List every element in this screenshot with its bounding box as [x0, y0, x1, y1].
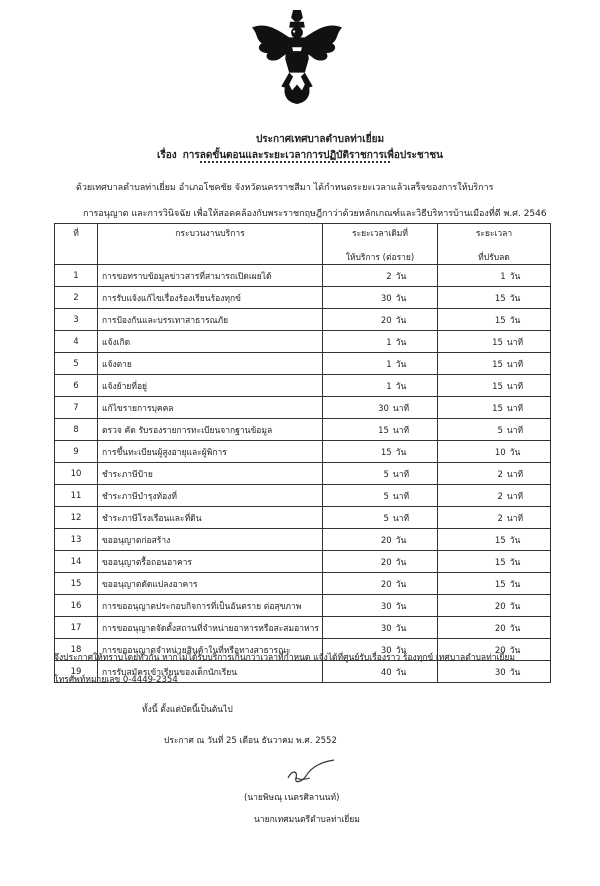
- reduced-unit: นาที: [506, 491, 524, 502]
- reduced-unit: นาที: [506, 381, 524, 392]
- original-value: 2: [386, 271, 392, 282]
- reduced-value: 15: [494, 579, 506, 590]
- row-reduced-time: [438, 375, 551, 397]
- original-value: 40: [380, 667, 392, 678]
- original-unit: นาที: [392, 491, 410, 502]
- row-number: 16: [55, 595, 98, 617]
- dotted-separator: [200, 161, 390, 163]
- original-unit: วัน: [395, 381, 407, 392]
- reduced-value: 30: [494, 667, 506, 678]
- table-row: [55, 265, 551, 287]
- row-reduced-time: [438, 309, 551, 331]
- service-time-table: [54, 223, 551, 683]
- row-original-time: [323, 331, 438, 353]
- subject-text: การลดขั้นตอนและระยะเวลาการปฏิบัติราชการเพื่อประชาชน: [182, 150, 443, 161]
- original-unit: วัน: [395, 557, 407, 568]
- row-original-time: [323, 595, 438, 617]
- original-unit: วัน: [395, 623, 407, 634]
- row-original-time: [323, 419, 438, 441]
- table-row: [55, 529, 551, 551]
- row-original-time: [323, 353, 438, 375]
- row-original-time: [323, 375, 438, 397]
- original-value: 30: [378, 403, 389, 414]
- row-number: 5: [55, 353, 98, 375]
- row-process: แจ้งย้ายที่อยู่: [98, 375, 323, 397]
- table-row: [55, 507, 551, 529]
- original-unit: นาที: [392, 425, 410, 436]
- reduced-value: 10: [494, 447, 506, 458]
- row-process: ขออนุญาตดัดแปลงอาคาร: [98, 573, 323, 595]
- original-unit: วัน: [395, 337, 407, 348]
- header-process: กระบวนงานบริการ: [98, 224, 323, 265]
- row-process: การขออนุญาตประกอบกิจการที่เป็นอันตราย ต่อสุขภาพ: [98, 595, 323, 617]
- reduced-value: 15: [492, 337, 503, 348]
- original-value: 20: [380, 535, 392, 546]
- table-row: [55, 595, 551, 617]
- table-row: [55, 375, 551, 397]
- row-number: 17: [55, 617, 98, 639]
- intro-line-1: ด้วยเทศบาลตำบลท่าเยี่ยม อำเภอโชคชัย จังหวัดนครราชสีมา ได้กำหนดระยะเวลาแล้วเสร็จของการให้บริการ: [76, 183, 494, 193]
- row-process: แจ้งตาย: [98, 353, 323, 375]
- original-value: 20: [380, 557, 392, 568]
- reduced-unit: วัน: [509, 557, 521, 568]
- row-original-time: [323, 309, 438, 331]
- reduced-unit: นาที: [506, 469, 524, 480]
- table-row: [55, 573, 551, 595]
- reduced-value: 2: [497, 469, 503, 480]
- original-unit: วัน: [395, 359, 407, 370]
- header-reduced-bottom: ที่ปรับลด: [478, 253, 510, 263]
- original-unit: วัน: [395, 315, 407, 326]
- row-reduced-time: [438, 529, 551, 551]
- original-value: 30: [380, 623, 392, 634]
- reduced-unit: นาที: [506, 403, 524, 414]
- reduced-value: 1: [500, 271, 506, 282]
- effective-statement: ทั้งนี้ ตั้งแต่บัดนี้เป็นต้นไป: [142, 705, 233, 715]
- row-original-time: [323, 617, 438, 639]
- announce-line-2: โทรศัพท์หมายเลข 0-4449-2354: [54, 675, 178, 685]
- original-value: 20: [380, 579, 392, 590]
- row-number: 14: [55, 551, 98, 573]
- row-process: การขออนุญาตจัดตั้งสถานที่จำหน่ายอาหารหรือสะสมอาหาร: [98, 617, 323, 639]
- original-unit: วัน: [395, 447, 407, 458]
- row-process: ขออนุญาตก่อสร้าง: [98, 529, 323, 551]
- row-number: 18: [55, 639, 98, 661]
- row-original-time: [323, 485, 438, 507]
- row-number: 10: [55, 463, 98, 485]
- row-process: การรับแจ้งแก้ไขเรื่องร้องเรียนร้องทุกข์: [98, 287, 323, 309]
- row-process: แก้ไขรายการบุคคล: [98, 397, 323, 419]
- original-unit: วัน: [395, 579, 407, 590]
- signature-icon: [282, 758, 338, 788]
- row-original-time: [323, 573, 438, 595]
- row-process: ชำระภาษีโรงเรือนและที่ดิน: [98, 507, 323, 529]
- row-process: ชำระภาษีบำรุงท้องที่: [98, 485, 323, 507]
- row-reduced-time: [438, 507, 551, 529]
- row-original-time: [323, 507, 438, 529]
- row-process: แจ้งเกิด: [98, 331, 323, 353]
- row-number: 9: [55, 441, 98, 463]
- reduced-value: 15: [494, 315, 506, 326]
- reduced-value: 2: [497, 491, 503, 502]
- table-row: [55, 331, 551, 353]
- row-process: การรับสมัครเข้าเรียนของเด็กนักเรียน: [98, 661, 323, 683]
- table-row: [55, 551, 551, 573]
- row-process: ตรวจ คัด รับรองรายการทะเบียนจากฐานข้อมูล: [98, 419, 323, 441]
- original-value: 30: [380, 601, 392, 612]
- original-value: 30: [380, 645, 392, 656]
- reduced-unit: วัน: [509, 579, 521, 590]
- row-number: 15: [55, 573, 98, 595]
- row-reduced-time: [438, 287, 551, 309]
- reduced-value: 20: [494, 601, 506, 612]
- reduced-unit: นาที: [506, 513, 524, 524]
- original-value: 5: [383, 491, 389, 502]
- row-original-time: [323, 529, 438, 551]
- original-unit: วัน: [395, 535, 407, 546]
- row-reduced-time: [438, 331, 551, 353]
- table-row: [55, 463, 551, 485]
- original-unit: วัน: [395, 645, 407, 656]
- row-number: 1: [55, 265, 98, 287]
- header-original-top: ระยะเวลาเดิมที่: [352, 229, 408, 239]
- reduced-unit: วัน: [509, 601, 521, 612]
- announce-line-1: จึงประกาศให้ทราบโดยทั่วกัน หากไม่ได้รับบริการเกินกว่าเวลาที่กำหนด แจ้งได้ที่ศูนย์รับเรื่องราว ร้องทุกข์ เทศบาลตำบลท่าเยี่ยม: [54, 653, 515, 663]
- original-value: 5: [383, 513, 389, 524]
- reduced-value: 15: [494, 535, 506, 546]
- table-header-row: [55, 224, 551, 265]
- row-process: การป้องกันและบรรเทาสาธารณภัย: [98, 309, 323, 331]
- table-row: [55, 353, 551, 375]
- organization-title: ประกาศเทศบาลตำบลท่าเยี่ยม: [255, 134, 385, 145]
- table-row: [55, 397, 551, 419]
- header-original-time: [323, 224, 438, 265]
- row-process: ชำระภาษีป้าย: [98, 463, 323, 485]
- original-value: 30: [380, 293, 392, 304]
- intro-line-2: การอนุญาต และการวินิจฉัย เพื่อให้สอดคล้องกับพระราชกฤษฎีกาว่าด้วยหลักเกณฑ์และวิธีบริหารบ้านเมืองที่ดี พ.ศ. 2546: [83, 209, 547, 219]
- row-number: 6: [55, 375, 98, 397]
- row-reduced-time: [438, 485, 551, 507]
- announce-date: ประกาศ ณ วันที่ 25 เดือน ธันวาคม พ.ศ. 2552: [164, 736, 337, 746]
- reduced-unit: วัน: [509, 447, 521, 458]
- original-unit: วัน: [395, 271, 407, 282]
- reduced-unit: นาที: [506, 337, 524, 348]
- original-value: 15: [380, 447, 392, 458]
- reduced-unit: วัน: [509, 271, 521, 282]
- original-value: 20: [380, 315, 392, 326]
- header-reduced-top: ระยะเวลา: [475, 229, 513, 239]
- original-value: 1: [386, 359, 392, 370]
- reduced-value: 15: [494, 293, 506, 304]
- reduced-value: 20: [494, 645, 506, 656]
- reduced-value: 15: [492, 403, 503, 414]
- table-row: [55, 441, 551, 463]
- row-number: 3: [55, 309, 98, 331]
- row-number: 4: [55, 331, 98, 353]
- row-process: การขออนุญาตจำหน่ายสินค้าในที่หรือทางสาธารณะ: [98, 639, 323, 661]
- table-row: [55, 287, 551, 309]
- row-original-time: [323, 441, 438, 463]
- row-number: 19: [55, 661, 98, 683]
- table-row: [55, 419, 551, 441]
- row-reduced-time: [438, 573, 551, 595]
- row-reduced-time: [438, 419, 551, 441]
- row-reduced-time: [438, 595, 551, 617]
- reduced-unit: วัน: [509, 623, 521, 634]
- row-number: 13: [55, 529, 98, 551]
- header-reduced-time: [438, 224, 551, 265]
- row-number: 2: [55, 287, 98, 309]
- reduced-unit: วัน: [509, 645, 521, 656]
- original-unit: นาที: [392, 403, 410, 414]
- original-unit: วัน: [395, 667, 407, 678]
- row-reduced-time: [438, 463, 551, 485]
- original-value: 1: [386, 381, 392, 392]
- row-number: 12: [55, 507, 98, 529]
- reduced-value: 5: [497, 425, 503, 436]
- table-row: [55, 309, 551, 331]
- row-original-time: [323, 463, 438, 485]
- original-unit: นาที: [392, 469, 410, 480]
- row-reduced-time: [438, 617, 551, 639]
- row-process: การขอทราบข้อมูลข่าวสารที่สามารถเปิดเผยได้: [98, 265, 323, 287]
- original-unit: นาที: [392, 513, 410, 524]
- row-reduced-time: [438, 353, 551, 375]
- row-process: ขออนุญาตรื้อถอนอาคาร: [98, 551, 323, 573]
- reduced-value: 15: [492, 381, 503, 392]
- reduced-unit: วัน: [509, 315, 521, 326]
- row-reduced-time: [438, 441, 551, 463]
- reduced-unit: นาที: [506, 359, 524, 370]
- table-row: [55, 485, 551, 507]
- signer-position: นายกเทศมนตรีตำบลท่าเยี่ยม: [254, 815, 360, 825]
- row-reduced-time: [438, 397, 551, 419]
- row-original-time: [323, 397, 438, 419]
- original-value: 5: [383, 469, 389, 480]
- original-value: 15: [378, 425, 389, 436]
- reduced-value: 15: [492, 359, 503, 370]
- subject-label: เรื่อง: [157, 150, 177, 161]
- header-no: ที่: [55, 224, 98, 265]
- row-original-time: [323, 265, 438, 287]
- row-original-time: [323, 287, 438, 309]
- row-process: การขึ้นทะเบียนผู้สูงอายุและผู้พิการ: [98, 441, 323, 463]
- reduced-value: 15: [494, 557, 506, 568]
- garuda-emblem-icon: [248, 8, 346, 106]
- table-row: [55, 617, 551, 639]
- header-original-bottom: ให้บริการ (ต่อราย): [345, 253, 415, 263]
- original-value: 1: [386, 337, 392, 348]
- original-unit: วัน: [395, 293, 407, 304]
- row-reduced-time: [438, 265, 551, 287]
- reduced-value: 2: [497, 513, 503, 524]
- row-original-time: [323, 551, 438, 573]
- row-reduced-time: [438, 551, 551, 573]
- reduced-unit: วัน: [509, 667, 521, 678]
- row-number: 11: [55, 485, 98, 507]
- reduced-unit: นาที: [506, 425, 524, 436]
- reduced-unit: วัน: [509, 535, 521, 546]
- original-unit: วัน: [395, 601, 407, 612]
- signer-name: (นายพิษณุ เนตรศิลานนท์): [244, 793, 340, 803]
- reduced-value: 20: [494, 623, 506, 634]
- reduced-unit: วัน: [509, 293, 521, 304]
- row-number: 7: [55, 397, 98, 419]
- row-number: 8: [55, 419, 98, 441]
